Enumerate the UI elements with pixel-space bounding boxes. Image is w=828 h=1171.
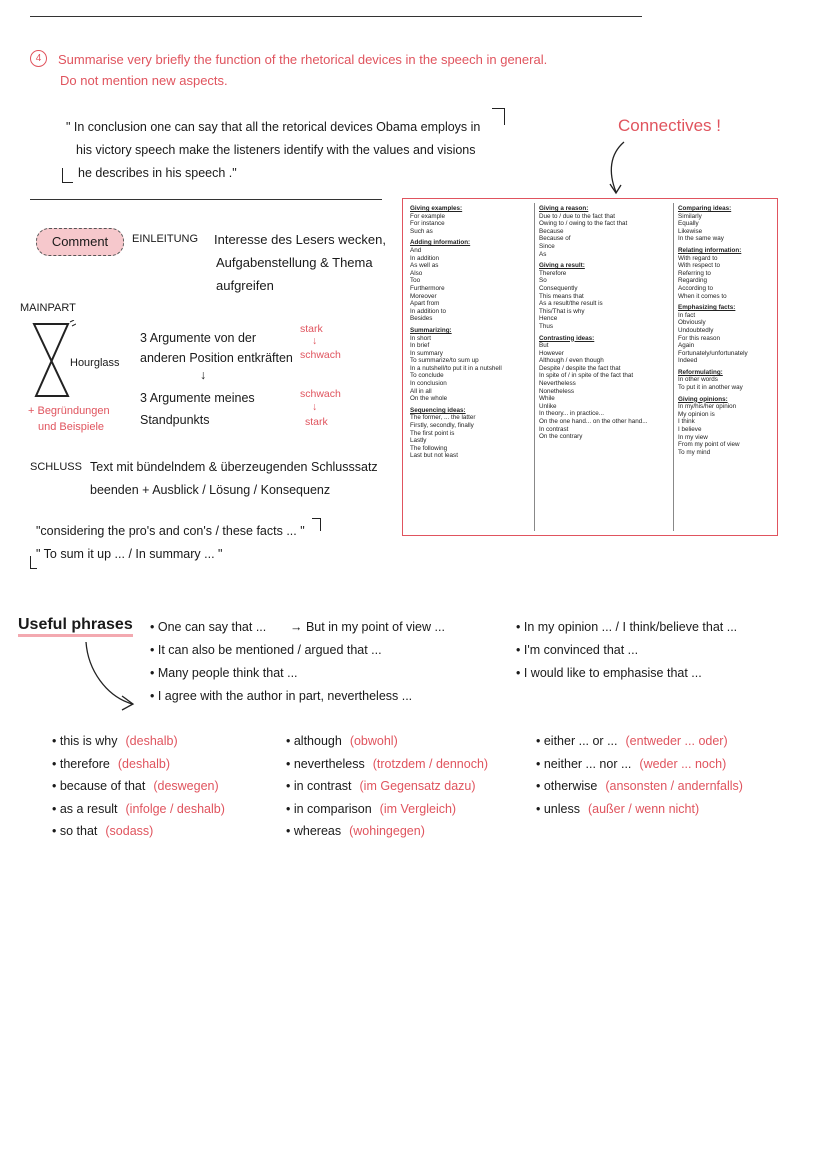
phrase-r1: • In my opinion ... / I think/believe that ... xyxy=(516,620,738,634)
connective-list-row xyxy=(286,730,488,753)
connectives-label: Connectives ! xyxy=(618,116,721,135)
connective-item: While xyxy=(539,395,555,403)
quote-bracket-top xyxy=(492,108,505,125)
connective-german: (ansonsten / andernfalls) xyxy=(605,779,743,793)
connective-list-row xyxy=(286,820,488,843)
connective-list-row xyxy=(52,753,225,776)
connectives-arrow-icon xyxy=(596,140,636,196)
connective-item: Furthermore xyxy=(410,284,445,292)
connective-item: In conclusion xyxy=(410,380,447,388)
connectives-column-2 xyxy=(539,205,673,441)
connective-english: • otherwise xyxy=(536,779,598,793)
connective-item: This/That is why xyxy=(539,307,585,315)
quote-bracket-bottom xyxy=(62,168,73,183)
connective-item: To conclude xyxy=(410,372,444,380)
connective-english: • either ... or ... xyxy=(536,734,618,748)
einleitung-text-2: Aufgabenstellung & Thema xyxy=(216,255,373,270)
connective-item: Last but not least xyxy=(410,452,458,460)
quote-line-3: he describes in his speech ." xyxy=(78,166,237,180)
connective-list-row xyxy=(52,775,225,798)
connective-category-heading: Summarizing: xyxy=(410,326,452,334)
connective-english: • as a result xyxy=(52,801,118,816)
connective-english: • nevertheless xyxy=(286,756,365,771)
connective-list-row xyxy=(286,775,488,798)
arg1-line-1: 3 Argumente von der xyxy=(140,331,257,345)
connective-item: In my view xyxy=(678,433,708,441)
connective-german: (deswegen) xyxy=(153,779,219,793)
connective-category-heading: Giving opinions: xyxy=(678,395,728,403)
arg2-line-2: Standpunkts xyxy=(140,413,210,427)
connective-item: Again xyxy=(678,342,695,350)
connective-item: Such as xyxy=(410,227,433,235)
connective-item: Hence xyxy=(539,315,558,323)
connective-item: As a result/the result is xyxy=(539,300,603,308)
column-divider-2 xyxy=(673,203,674,531)
connective-item: In spite of / in spite of the fact that xyxy=(539,372,634,380)
connective-german: (deshalb) xyxy=(117,756,171,771)
connective-english: • although xyxy=(286,734,342,748)
connective-item: To summarize/to sum up xyxy=(410,357,479,365)
connective-category-heading: Relating information: xyxy=(678,246,742,254)
connective-list-c xyxy=(536,730,743,820)
connective-item: However xyxy=(539,349,564,357)
connective-item: Thus xyxy=(539,322,553,330)
connective-list-row xyxy=(536,753,743,776)
connective-german: (weder ... noch) xyxy=(639,756,727,771)
connective-category-heading: Comparing ideas: xyxy=(678,205,732,212)
connective-item: Indeed xyxy=(678,357,698,365)
connective-item: In my/his/her opinion xyxy=(678,403,737,411)
task-number-badge: 4 xyxy=(30,50,47,67)
connective-item: And xyxy=(410,246,422,254)
connective-list-row xyxy=(52,730,225,753)
connective-item: All in all xyxy=(410,387,432,395)
strength-arrow-1: ↓ xyxy=(312,335,318,347)
schluss-label: SCHLUSS xyxy=(30,461,82,473)
connective-item: On the whole xyxy=(410,395,448,403)
phrase-1b: → But in my point of view ... xyxy=(290,620,445,634)
connective-english: • whereas xyxy=(286,824,342,838)
quote-line-1: " In conclusion one can say that all the retorical devices Obama employs in xyxy=(66,120,481,134)
connective-german: (entweder ... oder) xyxy=(625,734,728,748)
connective-item: On the one hand... on the other hand... xyxy=(539,418,648,426)
connective-item: In contrast xyxy=(539,425,569,433)
connective-item: Regarding xyxy=(678,277,708,285)
phrase-4: • I agree with the author in part, nevertheless ... xyxy=(150,689,413,703)
connective-item: Besides xyxy=(410,315,433,323)
connective-item: In short xyxy=(410,334,431,342)
connective-item: In summary xyxy=(410,349,443,357)
task-line-2: Do not mention new aspects. xyxy=(60,73,228,88)
connective-list-row xyxy=(286,798,488,821)
connective-english: • unless xyxy=(536,801,580,816)
connective-item: Due to / due to the fact that xyxy=(539,212,615,220)
connective-item: So xyxy=(539,277,547,285)
connective-item: To put it in another way xyxy=(678,384,743,392)
einleitung-label: EINLEITUNG xyxy=(132,233,199,245)
connective-item: Owing to / owing to the fact that xyxy=(539,220,628,228)
connective-item: As xyxy=(539,250,547,258)
connective-item: Too xyxy=(410,277,421,285)
phrase-1: • One can say that ... xyxy=(150,620,267,634)
considering-bracket-bottom xyxy=(30,556,37,569)
connective-item: In addition xyxy=(410,254,440,262)
connective-item: The former, ... the latter xyxy=(410,414,476,422)
connective-item: Lastly xyxy=(410,437,427,445)
connective-item: Consequently xyxy=(539,284,578,292)
connective-german: (trotzdem / dennoch) xyxy=(372,756,489,771)
connective-german: (sodass) xyxy=(105,824,154,838)
connective-item: According to xyxy=(678,284,714,292)
connective-item: In a nutshell/to put it in a nutshell xyxy=(410,364,502,372)
connective-english: • so that xyxy=(52,824,98,838)
connective-item: Also xyxy=(410,269,423,277)
connective-item: For instance xyxy=(410,220,445,228)
comment-pill: Comment xyxy=(36,228,124,256)
connective-item: Unlike xyxy=(539,402,557,410)
connective-category-heading: Giving a reason: xyxy=(539,205,589,212)
begruendungen-line-1: + Begründungen xyxy=(28,405,110,417)
connective-list-row xyxy=(536,798,743,821)
considering-line-1: "considering the pro's and con's / these facts ... " xyxy=(36,524,305,538)
connective-item: From my point of view xyxy=(678,441,740,449)
connective-english: • neither ... nor ... xyxy=(536,756,632,771)
connective-list-row xyxy=(536,775,743,798)
connective-category-heading: Emphasizing facts: xyxy=(678,304,736,312)
connective-item: Fortunately/unfortunately xyxy=(678,349,748,357)
connective-item: In theory... in practice... xyxy=(539,410,604,418)
connective-item: In addition to xyxy=(410,307,447,315)
connective-list-row xyxy=(52,820,225,843)
connective-item: To my mind xyxy=(678,448,711,456)
connective-item: Nonetheless xyxy=(539,387,575,395)
begruendungen-line-2: und Beispiele xyxy=(38,421,105,433)
connective-item: Firstly, secondly, finally xyxy=(410,422,474,430)
connective-category-heading: Giving a result: xyxy=(539,262,585,270)
strength-stark-2: stark xyxy=(305,416,328,428)
connective-item: Equally xyxy=(678,220,699,228)
arg1-line-2: anderen Position entkräften xyxy=(140,351,293,365)
strength-schwach-2: schwach xyxy=(300,388,341,400)
einleitung-text-1: Interesse des Lesers wecken, xyxy=(214,232,386,247)
connective-item: Likewise xyxy=(678,227,703,235)
einleitung-text-3: aufgreifen xyxy=(216,278,274,293)
connective-item: The following xyxy=(410,444,448,452)
connective-english: • because of that xyxy=(52,779,146,793)
arg-arrow-down: ↓ xyxy=(200,368,207,382)
connective-german: (obwohl) xyxy=(349,734,398,748)
connective-item: For example xyxy=(410,212,445,220)
connective-list-row xyxy=(536,730,743,753)
connective-german: (im Gegensatz dazu) xyxy=(359,779,476,793)
connective-item: As well as xyxy=(410,262,439,270)
connective-item: Referring to xyxy=(678,269,711,277)
connective-item: Because of xyxy=(539,235,571,243)
connective-category-heading: Reformulating: xyxy=(678,368,723,376)
schluss-text-2: beenden + Ausblick / Lösung / Konsequenz xyxy=(90,483,331,497)
phrase-r3: • I would like to emphasise that ... xyxy=(516,666,702,680)
connective-item: The first point is xyxy=(410,429,455,437)
connective-english: • in contrast xyxy=(286,779,352,793)
connective-list-row xyxy=(52,798,225,821)
connective-item: I believe xyxy=(678,426,702,434)
connective-german: (außer / wenn nicht) xyxy=(587,801,700,816)
hourglass-label: Hourglass xyxy=(70,357,120,369)
connective-item: Since xyxy=(539,242,555,250)
arg2-line-1: 3 Argumente meines xyxy=(140,391,255,405)
column-divider-1 xyxy=(534,203,535,531)
connective-english: • therefore xyxy=(52,756,110,771)
connectives-table xyxy=(402,198,778,536)
connective-item: Because xyxy=(539,227,564,235)
connective-item: In brief xyxy=(410,342,430,350)
connective-english: • this is why xyxy=(52,734,118,748)
connective-item: In the same way xyxy=(678,235,724,243)
phrase-2: • It can also be mentioned / argued that ... xyxy=(150,643,382,657)
connective-item: Moreover xyxy=(410,292,437,300)
connective-german: (infolge / deshalb) xyxy=(125,801,225,816)
connective-item: With regard to xyxy=(678,254,718,262)
connective-item: In fact xyxy=(678,311,696,319)
useful-phrases-label: Useful phrases xyxy=(18,616,133,637)
top-rule xyxy=(30,16,642,17)
connective-item: This means that xyxy=(539,292,584,300)
connective-item: For this reason xyxy=(678,334,720,342)
connective-item: Obviously xyxy=(678,319,706,327)
connective-german: (im Vergleich) xyxy=(379,801,457,816)
mainpart-label: MAINPART xyxy=(20,302,76,314)
strength-schwach-1: schwach xyxy=(300,349,341,361)
connective-item: With respect to xyxy=(678,262,720,270)
hourglass-icon xyxy=(26,320,76,400)
connective-item: I think xyxy=(678,418,695,426)
considering-bracket-top xyxy=(312,518,321,531)
phrase-r2: • I'm convinced that ... xyxy=(516,643,639,657)
connective-item: Undoubtedly xyxy=(678,326,714,334)
phrase-3: • Many people think that ... xyxy=(150,666,298,680)
connectives-column-1 xyxy=(410,205,532,460)
connective-list-a xyxy=(52,730,225,843)
connective-category-heading: Contrasting ideas: xyxy=(539,334,595,342)
connective-item: Apart from xyxy=(410,300,440,308)
connective-item: My opinion is xyxy=(678,410,715,418)
connective-item: Therefore xyxy=(539,269,567,277)
strength-arrow-2: ↓ xyxy=(312,401,318,413)
connective-english: • in comparison xyxy=(286,801,372,816)
considering-line-2: " To sum it up ... / In summary ... " xyxy=(36,547,223,561)
useful-phrases-arrow-icon xyxy=(80,640,140,712)
connective-category-heading: Giving examples: xyxy=(410,205,463,212)
connective-item: Although / even though xyxy=(539,357,604,365)
section-rule xyxy=(30,199,382,200)
connectives-column-3 xyxy=(678,205,774,456)
connective-item: Despite / despite the fact that xyxy=(539,364,621,372)
connective-item: Similarly xyxy=(678,212,702,220)
connective-item: In other words xyxy=(678,376,718,384)
connective-german: (wohingegen) xyxy=(349,824,425,838)
connective-item: Nevertheless xyxy=(539,380,576,388)
connective-german: (deshalb) xyxy=(125,734,178,748)
task-line-1: Summarise very briefly the function of the rhetorical devices in the speech in general. xyxy=(58,52,548,67)
connective-item: But xyxy=(539,342,549,350)
connective-category-heading: Adding information: xyxy=(410,239,471,247)
quote-line-2: his victory speech make the listeners identify with the values and visions xyxy=(76,143,476,157)
strength-stark-1: stark xyxy=(300,323,323,335)
schluss-text-1: Text mit bündelndem & überzeugenden Schlusssatz xyxy=(90,460,378,474)
connective-item: On the contrary xyxy=(539,433,583,441)
connective-item: When it comes to xyxy=(678,292,727,300)
connective-list-row xyxy=(286,753,488,776)
connective-list-b xyxy=(286,730,488,843)
connective-category-heading: Sequencing ideas: xyxy=(410,406,466,414)
